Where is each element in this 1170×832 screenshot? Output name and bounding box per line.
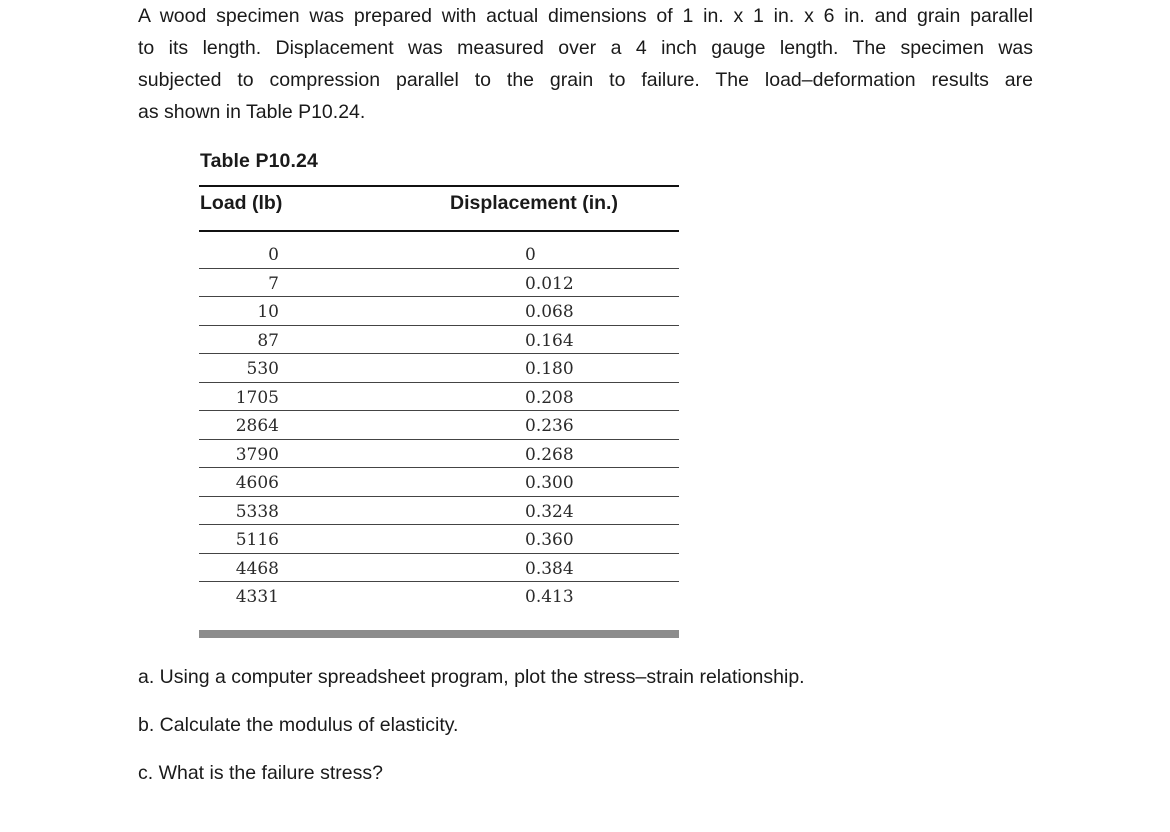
problem-line: subjected to compression parallel to the grain to failure. The load–deformation results are [138,69,1033,91]
table-row [199,582,679,611]
displacement-cell: 0 [525,245,536,265]
displacement-cell: 0.012 [525,273,574,294]
load-cell: 87 [257,330,279,351]
table-title: Table P10.24 [200,150,318,172]
load-cell: 0 [268,245,279,265]
displacement-cell: 0.324 [525,501,574,522]
load-cell: 7 [268,273,279,294]
load-cell: 1705 [235,387,279,408]
question-c: c. What is the failure stress? [138,762,383,784]
problem-line: to its length. Displacement was measured over a 4 inch gauge length. The specimen was [138,37,1033,59]
column-header-displacement: Displacement (in.) [450,192,618,214]
load-cell: 4468 [235,558,279,579]
question-list [138,662,805,806]
table-row [199,411,679,440]
displacement-cell: 0.236 [525,416,574,436]
table-header-rule [199,230,679,232]
question-a: a. Using a computer spreadsheet program, plot the stress–strain relationship. [138,666,805,688]
table-row [199,269,679,298]
table-row [199,440,679,469]
table-row [199,354,679,383]
load-cell: 4606 [235,473,279,493]
problem-line: A wood specimen was prepared with actual dimensions of 1 in. x 1 in. x 6 in. and grain parallel [138,5,1033,27]
table-top-rule [199,185,679,187]
displacement-cell: 0.208 [525,387,574,408]
displacement-cell: 0.068 [525,302,574,322]
displacement-cell: 0.384 [525,558,574,579]
question-b: b. Calculate the modulus of elasticity. [138,714,459,736]
table-row [199,383,679,412]
displacement-cell: 0.164 [525,330,574,351]
problem-line: as shown in Table P10.24. [138,101,366,123]
load-cell: 2864 [235,416,279,436]
table-row [199,326,679,355]
displacement-cell: 0.300 [525,473,574,493]
displacement-cell: 0.268 [525,444,574,465]
table-row [199,525,679,554]
load-cell: 530 [246,359,279,379]
load-cell: 3790 [235,444,279,465]
table-bottom-rule [199,630,679,638]
displacement-cell: 0.413 [525,587,574,607]
displacement-cell: 0.180 [525,359,574,379]
load-cell: 4331 [235,587,279,607]
table-body [199,240,679,611]
displacement-cell: 0.360 [525,530,574,550]
column-header-load: Load (lb) [200,192,283,214]
table-row [199,468,679,497]
load-cell: 5116 [235,530,279,550]
load-cell: 5338 [235,501,279,522]
table-row [199,240,679,269]
load-cell: 10 [257,302,279,322]
table-row [199,297,679,326]
problem-statement [138,0,1038,128]
table-row [199,497,679,526]
table-row [199,554,679,583]
